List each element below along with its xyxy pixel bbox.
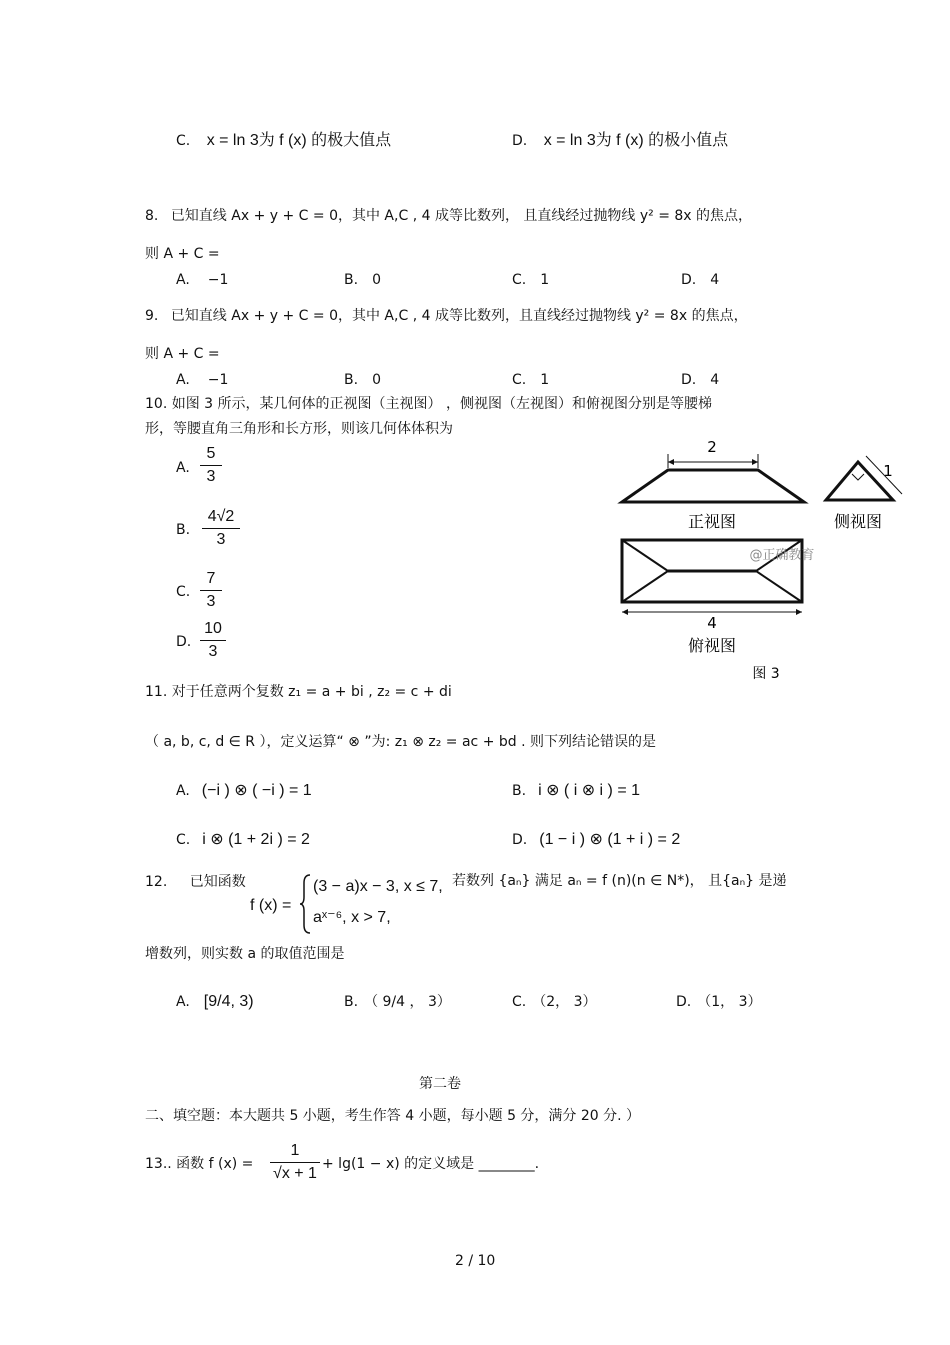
q8-option-d <box>681 271 719 289</box>
numerator: 7 <box>206 570 216 587</box>
fraction-bar <box>202 528 240 529</box>
q9-option-d <box>681 371 719 389</box>
right-angle-mark <box>852 474 864 480</box>
q11-line1: 11. 对于任意两个复数 z₁ = a + bi , z₂ = c + di <box>145 684 452 700</box>
section-heading: 二、填空题：本大题共 5 小题，考生作答 4 小题，每小题 5 分，满分 20 分. ） <box>145 1108 641 1124</box>
option-label: B. <box>512 783 527 799</box>
question-text: 则 A + C = <box>145 246 220 262</box>
option-text: 1 <box>540 272 550 288</box>
denominator: 3 <box>208 643 218 660</box>
option-label: A. <box>176 272 190 288</box>
option-text: [9/4, 3) <box>203 993 254 1010</box>
numerator: 5 <box>206 445 216 462</box>
question-text: 已知直线 Ax + y + C = 0，其中 A,C , 4 成等比数列， 且直线经过抛物线 y² = 8x 的焦点， <box>170 208 753 224</box>
q11-option-c <box>176 831 310 849</box>
question-number: 8. <box>145 208 159 224</box>
q13-suffix: + lg(1 − x) 的定义域是 ________. <box>322 1156 540 1172</box>
option-label: C. <box>512 994 527 1010</box>
option-text: （1， 3） <box>697 994 762 1010</box>
option-text: i ⊗ (1 + 2i ) = 2 <box>202 831 310 848</box>
denominator: 3 <box>206 593 216 610</box>
denominator: √x + 1 <box>273 1165 317 1182</box>
option-label: D. <box>512 133 528 149</box>
question-number: 12. <box>145 874 168 890</box>
figure-label: 图 3 <box>752 666 780 682</box>
q9-then <box>145 345 220 363</box>
q10-line2: 形，等腰直角三角形和长方形，则该几何体体积为 <box>145 421 453 437</box>
option-text: （2， 3） <box>532 994 597 1010</box>
q8-then <box>145 245 220 263</box>
option-label: B. <box>344 272 359 288</box>
q12-option-c <box>512 993 597 1011</box>
q12-option-b <box>344 993 451 1011</box>
q9-option-c <box>512 371 549 389</box>
q8-option-c <box>512 271 549 289</box>
side-view-caption: 侧视图 <box>833 512 883 531</box>
option-text: (1 − i ) ⊗ (1 + i ) = 2 <box>539 831 681 848</box>
option-text: −1 <box>207 372 229 388</box>
q9-stem <box>145 307 748 325</box>
question-text: 则 A + C = <box>145 346 220 362</box>
page-number: 2 / 10 <box>455 1253 496 1269</box>
watermark: @正确教育 <box>749 548 815 563</box>
denominator: 3 <box>216 531 226 548</box>
q11-line2: （ a, b, c, d ∈ R ），定义运算“ ⊗ ”为: z₁ ⊗ z₂ = ac + bd . 则下列结论错误的是 <box>145 734 656 750</box>
q10-option-d-fraction <box>200 619 226 662</box>
q11-option-a <box>176 782 312 800</box>
numerator: 1 <box>290 1142 300 1159</box>
figure-3 <box>610 432 920 687</box>
option-label: C. <box>176 133 191 149</box>
q10-option-c-fraction <box>200 569 222 612</box>
q10-line1: 10. 如图 3 所示，某几何体的正视图（主视图） ，侧视图（左视图）和俯视图分别是等腰梯 <box>145 396 712 412</box>
option-text: 0 <box>372 272 381 288</box>
option-label: A. <box>176 783 190 799</box>
fraction-bar <box>200 465 222 466</box>
question-text: 已知直线 Ax + y + C = 0，其中 A,C , 4 成等比数列，且直线经过抛物线 y² = 8x 的焦点， <box>170 308 748 324</box>
q12-option-a <box>176 993 254 1011</box>
q8-option-b <box>344 271 381 289</box>
option-text: 1 <box>540 372 550 388</box>
part-title: 第二卷 <box>419 1076 461 1092</box>
option-label: B. <box>344 372 359 388</box>
q11-option-b <box>512 782 640 800</box>
q12-function-label: f (x) = <box>250 897 292 914</box>
q8-option-a <box>176 271 228 289</box>
q12-line2: 增数列，则实数 a 的取值范围是 <box>145 946 345 962</box>
option-text: x = ln 3为 f (x) 的极小值点 <box>543 132 729 149</box>
q12-option-d <box>676 993 762 1011</box>
option-label: C. <box>176 832 191 848</box>
option-text: i ⊗ ( i ⊗ i ) = 1 <box>538 782 640 799</box>
option-label: D. <box>512 832 528 848</box>
question-text: 已知函数 <box>189 874 246 890</box>
q11-option-d <box>512 831 680 849</box>
denominator: 3 <box>206 468 216 485</box>
q12-condition: 若数列 {aₙ} 满足 aₙ = f (n)(n ∈ N*)， 且{aₙ} 是递 <box>452 873 787 889</box>
side-dimension-label: 1 <box>883 462 893 480</box>
q10-option-a-label: A. <box>176 460 190 476</box>
numerator: 4√2 <box>207 508 235 525</box>
option-text: x = ln 3为 f (x) 的极大值点 <box>206 132 392 149</box>
q12-case-1: (3 − a)x − 3, x ≤ 7, <box>313 878 443 895</box>
option-text: 4 <box>710 372 720 388</box>
fraction-bar <box>270 1162 320 1163</box>
option-label: C. <box>512 272 527 288</box>
front-dimension-label: 2 <box>707 438 717 456</box>
q13-prefix: 13.. 函数 f (x) = <box>145 1156 254 1172</box>
option-label: A. <box>176 372 190 388</box>
numerator: 10 <box>204 620 222 637</box>
q12-prefix <box>145 873 246 891</box>
front-view-caption: 正视图 <box>687 512 737 531</box>
question-number: 9. <box>145 308 159 324</box>
piecewise-brace <box>300 873 312 935</box>
q9-option-a <box>176 371 228 389</box>
option-label: D. <box>676 994 692 1010</box>
q12-case-2: aˣ⁻⁶, x > 7, <box>313 909 391 926</box>
option-text: 0 <box>372 372 381 388</box>
q10-option-a-fraction <box>200 444 222 487</box>
top-view-caption: 俯视图 <box>687 636 737 655</box>
option-text: （ 9/4 ， 3） <box>364 994 451 1010</box>
q10-option-b-fraction <box>202 507 240 550</box>
fraction-bar <box>200 640 226 641</box>
option-label: B. <box>344 994 359 1010</box>
q7-option-c <box>176 132 391 150</box>
option-label: D. <box>681 372 697 388</box>
option-label: C. <box>512 372 527 388</box>
q10-option-b-label: B. <box>176 522 191 538</box>
option-text: (−i ) ⊗ ( −i ) = 1 <box>201 782 312 799</box>
q8-stem <box>145 207 752 225</box>
fraction-bar <box>200 590 222 591</box>
option-text: 4 <box>710 272 720 288</box>
option-text: −1 <box>207 272 229 288</box>
q13-fraction <box>270 1141 320 1184</box>
option-label: D. <box>681 272 697 288</box>
q7-option-d <box>512 132 728 150</box>
front-view-trapezoid <box>622 470 804 502</box>
q9-option-b <box>344 371 381 389</box>
top-dimension-label: 4 <box>707 614 717 632</box>
q10-option-c-label: C. <box>176 584 191 600</box>
q10-option-d-label: D. <box>176 634 192 650</box>
option-label: A. <box>176 994 190 1010</box>
